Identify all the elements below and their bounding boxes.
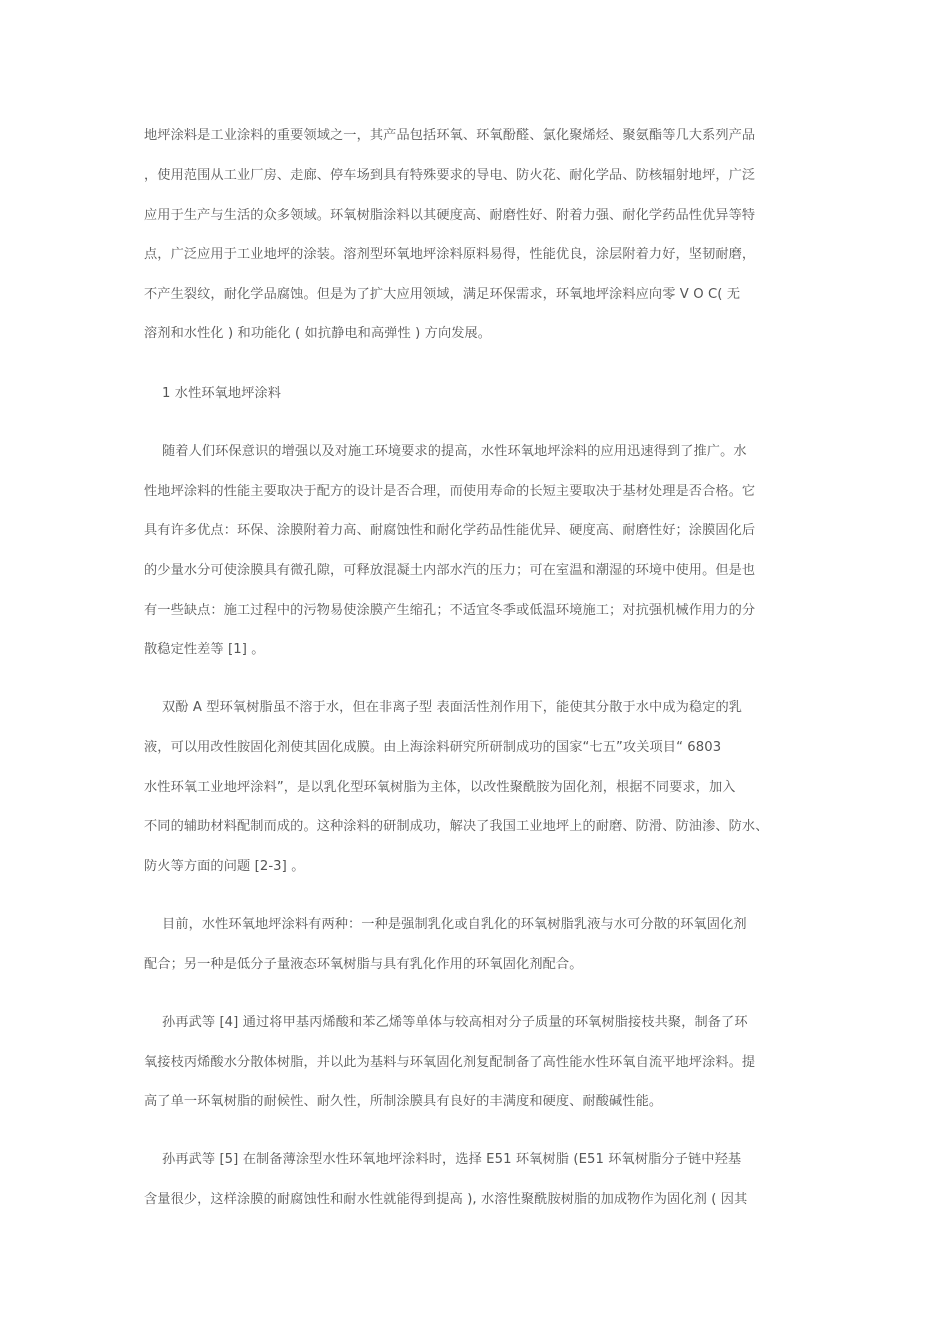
text-line: 地坪涂料是工业涂料的重要领域之一，其产品包括环氧、环氧酚醛、氯化聚烯烃、聚氨酯等几大系列产品 (144, 128, 756, 143)
section-heading: 1 水性环氧地坪涂料 (162, 386, 282, 401)
text-line: 双酚 A 型环氧树脂虽不溶于水，但在非离子型 表面活性剂作用下，能使其分散于水中成为稳定的乳 (162, 700, 743, 715)
text-line: 高了单一环氧树脂的耐候性、耐久性，所制涂膜具有良好的丰满度和硬度、耐酸碱性能。 (144, 1094, 663, 1109)
text-line: 不同的辅助材料配制而成的。这种涂料的研制成功，解决了我国工业地坪上的耐磨、防滑、防油渗、防水、 (144, 819, 769, 834)
text-line: 点，广泛应用于工业地坪的涂装。溶剂型环氧地坪涂料原料易得，性能优良，涂层附着力好，坚韧耐磨， (144, 247, 756, 262)
text-line: 配合；另一种是低分子量液态环氧树脂与具有乳化作用的环氧固化剂配合。 (144, 957, 583, 972)
text-line: 目前，水性环氧地坪涂料有两种：一种是强制乳化或自乳化的环氧树脂乳液与水可分散的环氧固化剂 (162, 917, 747, 932)
text-line: 孙再武等 [4] 通过将甲基丙烯酸和苯乙烯等单体与较高相对分子质量的环氧树脂接枝共聚，制备了环 (162, 1015, 748, 1030)
text-line: 具有许多优点：环保、涂膜附着力高、耐腐蚀性和耐化学药品性能优异、硬度高、耐磨性好；涂膜固化后 (144, 523, 756, 538)
text-line: 散稳定性差等 [1] 。 (144, 642, 265, 657)
text-line: 性地坪涂料的性能主要取决于配方的设计是否合理，而使用寿命的长短主要取决于基材处理是否合格。它 (144, 484, 756, 499)
text-line: 氧接枝丙烯酸水分散体树脂，并以此为基料与环氧固化剂复配制备了高性能水性环氧自流平地坪涂料。提 (144, 1055, 756, 1070)
text-line: 的少量水分可使涂膜具有微孔隙，可释放混凝土内部水汽的压力；可在室温和潮湿的环境中使用。但是也 (144, 563, 756, 578)
text-line: 含量很少，这样涂膜的耐腐蚀性和耐水性就能得到提高 ), 水溶性聚酰胺树脂的加成物作为固化剂 ( 因其 (144, 1192, 748, 1207)
text-line: ，使用范围从工业厂房、走廊、停车场到具有特殊要求的导电、防火花、耐化学品、防核辐射地坪，广泛 (144, 168, 756, 183)
text-line: 不产生裂纹，耐化学品腐蚀。但是为了扩大应用领域，满足环保需求，环氧地坪涂料应向零 V O C( 无 (144, 287, 741, 302)
text-line: 有一些缺点：施工过程中的污物易使涂膜产生缩孔；不适宜冬季或低温环境施工；对抗强机械作用力的分 (144, 603, 756, 618)
text-line: 液，可以用改性胺固化剂使其固化成膜。由上海涂料研究所研制成功的国家“七五”攻关项目“ 6803 (144, 740, 722, 755)
text-line: 应用于生产与生活的众多领域。环氧树脂涂料以其硬度高、耐磨性好、附着力强、耐化学药品性优异等特 (144, 208, 756, 223)
text-line: 随着人们环保意识的增强以及对施工环境要求的提高，水性环氧地坪涂料的应用迅速得到了推广。水 (162, 444, 747, 459)
text-line: 水性环氧工业地坪涂料”，是以乳化型环氧树脂为主体，以改性聚酰胺为固化剂，根据不同要求，加入 (144, 780, 736, 795)
text-line: 防火等方面的问题 [2-3] 。 (144, 859, 305, 874)
text-line: 溶剂和水性化 ) 和功能化 ( 如抗静电和高弹性 ) 方向发展。 (144, 326, 492, 341)
text-line: 孙再武等 [5] 在制备薄涂型水性环氧地坪涂料时，选择 E51 环氧树脂 (E51 环氧树脂分子链中羟基 (162, 1152, 742, 1167)
